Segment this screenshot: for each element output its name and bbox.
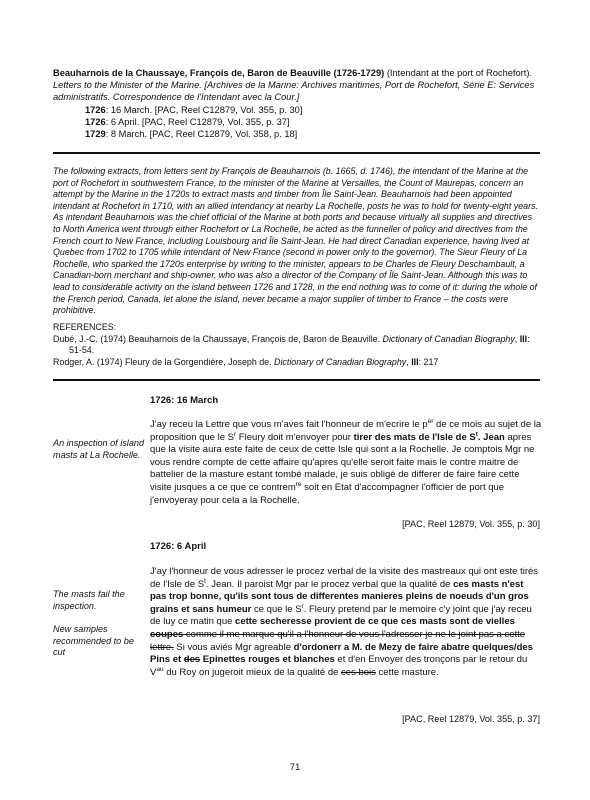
- intro-paragraph: The following extracts, from letters sent by François de Beauharnois (b. 1665, d. 1746), the intendant of the Marine at the port of Rochefort in southwestern France, to the minister of the Marine at Versailles, the Count of Maurepas, concern an attempt by the Marine in the 1720s to extract masts and timber from Île Saint-Jean. Beauharnois had been appointed intendant at Rochefort in 1710, with an allied intendancy at nearby La Rochelle, posts he was to hold for twenty-eight years. As intendant Beauharnois was the chief official of the Marine at both ports and because virtually all supplies and directives to North America went through either Rochefort or La Rochelle, he acted as the funneller of policy and directives from the French court to New France, including Louisbourg and Île Saint-Jean. He had direct Canadian experience, having lived at Quebec from 1702 to 1705 while intendant of New France (second in power only to the governor). The Sieur Fleury of La Rochelle, who sparked the 1720s enterprise by writing to the minister, appears to be Charles de Fleury Deschambault, a Canadian-born merchant and ship-owner, who was also a director of the Company of Île Saint-Jean. Although this was to lead to considerable activity on the island between 1726 and 1728, in the end nothing was to come of it: during the whole of the French period, Canada, let alone the island, never became a major supplier of timber to France – the costs were prohibitive.: [53, 166, 538, 316]
- references: [53, 322, 540, 368]
- section-heading: 1726: 16 March: [150, 395, 219, 406]
- section-heading: 1726: 6 April: [150, 541, 207, 552]
- margin-notes: [53, 589, 145, 671]
- citation: [PAC, Reel 12879, Vol. 355, p. 37]: [402, 714, 540, 724]
- margin-note: New samples recommended to be cut: [53, 624, 134, 658]
- reference-item: Rodger, A. (1974) Fleury de la Gorgendière, Joseph de. Dictionary of Canadian Biography, III: 217: [53, 356, 439, 367]
- header-entry: 1726: 16 March. [PAC, Reel C12879, Vol. 355, p. 30]: [85, 104, 303, 115]
- header-title: Beauharnois de la Chaussaye, François de, Baron de Beauville (1726-1729): [53, 68, 385, 78]
- document-header: [53, 67, 540, 140]
- margin-note: The masts fail the inspection.: [53, 589, 125, 611]
- header-source: Letters to the Minister of the Marine. [Archives de la Marine: Archives maritimes, Port de Rochefort, Série E: Services administratifs. Correspondence de l'Intendant avec la Cour.]: [53, 80, 535, 103]
- divider-rule: [53, 152, 540, 154]
- divider-rule: [53, 379, 540, 381]
- page-number: 71: [289, 762, 301, 773]
- references-heading: REFERENCES:: [53, 322, 117, 332]
- margin-note: An inspection of island masts at La Rochelle.: [53, 438, 144, 460]
- header-citation: [53, 67, 540, 104]
- letter-text: J'ay receu la Lettre que vous m'aves fait l'honneur de m'ecrire le $p^{er}$ de ce mois au sujet de la proposition que le $S^r$ Fleury doit m'envoyer pour tirer des mats de l'Isle de $S^t$. Jean apres que la visite aura este faite de ceux de cette Isle qui sont a la Rochelle. Je comptois Mgr ne vous rendre compte de cette affaire qu'apres qu'elle seroit faite mais le contre maitre de battelier de la masture estant tombé malade, je suis obligé de differer de faire faire cette visite jusques a ce que ce contrem$^{re}$ soit en Etat d'accompagner l'officier de port que j'envoyeray pour cela a la Rochelle.: [150, 417, 542, 506]
- letter-text: J'ay l'honneur de vous adresser le procez verbal de la visite des mastreaux qui ont este tirés de l'Isle de $S^t$. Jean. Il paroist Mgr par le procez verbal que la qualité de ces masts n'est pas trop bonne, qu'ils sont tous de differentes manieres pleins de noeuds d'un gros grains et sans humeur ce que le $S^r$. Fleury pretend par le memoire c'y joint que j'ay receu de luy ce matin que cette secheresse provient de ce que ces masts sont de vielles coupes comme il me marque qu'il a l'honneur de vous l'adresser je ne le joint pas a cette lettre. Si vous aviés Mgr agreable d'ordonerr a M. de Mezy de faire abatre quelques/des Pins et des Epinettes rouges et blanches et d'en Envoyer des tronçons par le retour du $V^{au}$ du Roy on jugeroit mieux de la qualité de ces bois cette masture.: [150, 566, 539, 678]
- reference-item: Dubé, J.-C. (1974) Beauharnois de la Chaussaye, François de, Baron de Beauville. Dictionary of Canadian Biography, III: 51-54.: [53, 333, 530, 356]
- header-entry: 1729: 8 March. [PAC, Reel C12879, Vol. 358, p. 18]: [85, 129, 298, 140]
- header-entry: 1726: 6 April. [PAC, Reel C12879, Vol. 355, p. 37]: [85, 116, 290, 127]
- citation: [PAC, Reel 12879, Vol. 355, p. 30]: [402, 519, 540, 529]
- header-role: (Intendant at the port of Rochefort).: [386, 68, 533, 78]
